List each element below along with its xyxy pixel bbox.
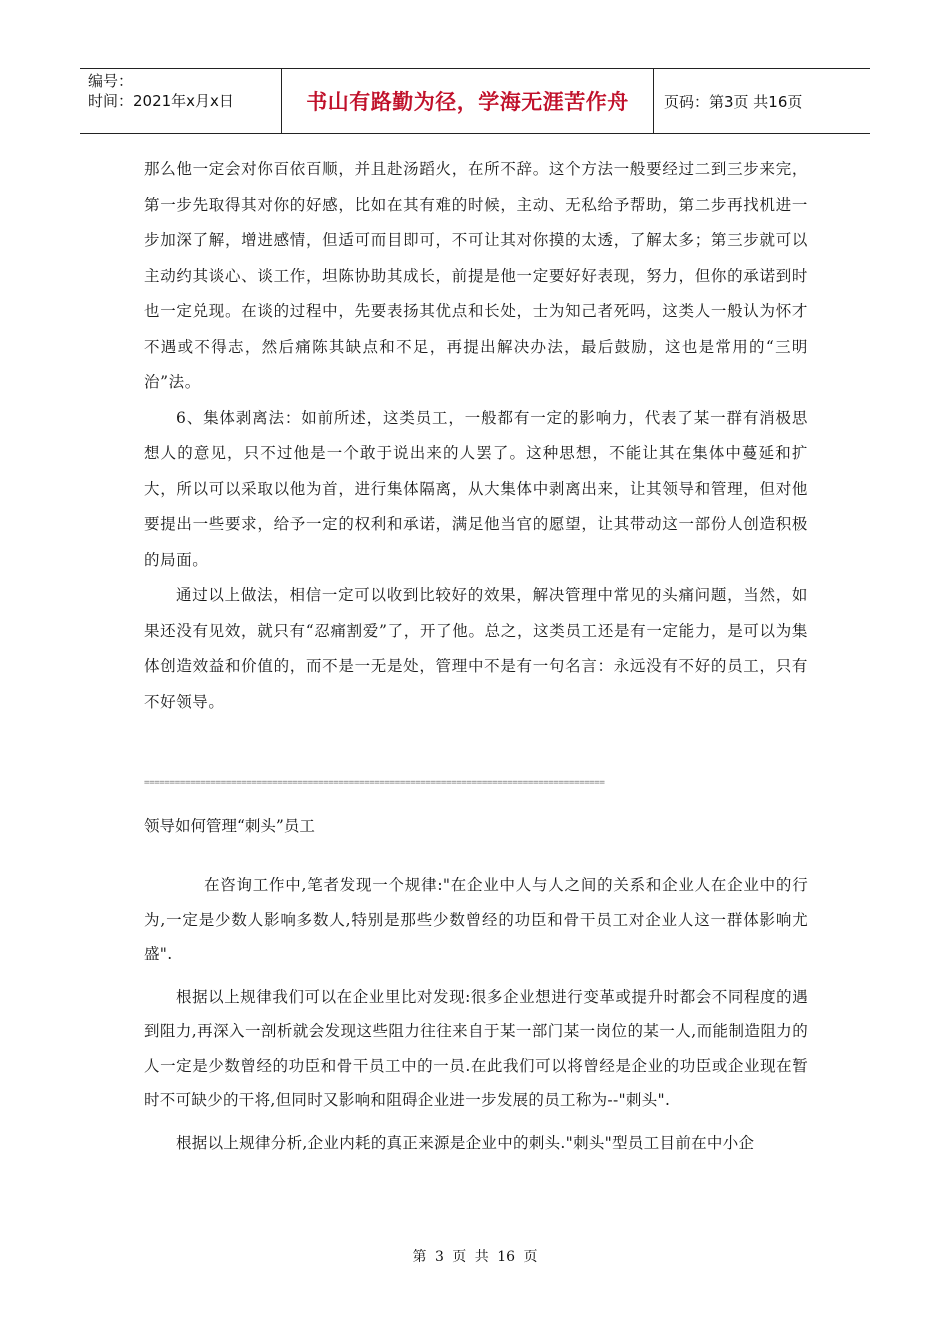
paragraph-collective-separation: 6、集体剥离法：如前所述，这类员工，一般都有一定的影响力，代表了某一群有消极思想人的意见，只不过他是一个敢于说出来的人罢了。这种思想，不能让其在集体中蔓延和扩大，所以可以采取以他为首，进行集体隔离，从大集体中剥离出来，让其领导和管理，但对他要提出一些要求，给予一定的权利和承诺，满足他当官的愿望，让其带动这一部份人创造积极的局面。 xyxy=(144,408,808,569)
page-footer: 第 3 页 共 16 页 xyxy=(412,1249,538,1265)
paragraph-source: 根据以上规律分析,企业内耗的真正来源是企业中的刺头."刺头"型员工目前在中小企 xyxy=(176,1133,755,1152)
header-page-label: 页码：第3页 共16页 xyxy=(664,92,803,111)
section-body-1 xyxy=(144,152,808,720)
paragraph-rule: 在咨询工作中,笔者发现一个规律:"在企业中人与人之间的关系和企业人在企业中的行为,一定是少数人影响多数人,特别是那些少数曾经的功臣和骨干员工对企业人这一群体影响尤盛". xyxy=(144,876,808,963)
article-subtitle: 领导如何管理“刺头”员工 xyxy=(144,817,315,835)
paragraph-conclusion: 通过以上做法，相信一定可以收到比较好的效果，解决管理中常见的头痛问题，当然，如果还没有见效，就只有“忍痛割爱”了，开了他。总之，这类员工还是有一定能力，是可以为集体创造效益和价值的，而不是一无是处，管理中不是有一句名言：永远没有不好的员工，只有不好领导。 xyxy=(144,586,808,711)
header-motto: 书山有路勤为径，学海无涯苦作舟 xyxy=(282,69,654,133)
header-meta-cell xyxy=(80,69,282,133)
section-body-2 xyxy=(144,868,808,1160)
header-table xyxy=(80,68,870,134)
paragraph-analysis: 根据以上规律我们可以在企业里比对发现:很多企业想进行变革或提升时都会不同程度的遇到阻力,再深入一剖析就会发现这些阻力往往来自于某一部门某一岗位的某一人,而能制造阻力的人一定是少数曾经的功臣和骨干员工中的一员.在此我们可以将曾经是企业的功臣或企业现在暂时不可缺少的干将,但同时又影响和阻碍企业进一步发展的员工称为--"刺头". xyxy=(144,987,808,1109)
separator-line: ========================================================================================== xyxy=(144,778,605,788)
paragraph-continuation: 那么他一定会对你百依百顺，并且赴汤蹈火，在所不辞。这个方法一般要经过二到三步来完，第一步先取得其对你的好感，比如在其有难的时候，主动、无私给予帮助，第二步再找机进一步加深了解，增进感情，但适可而目即可，不可让其对你摸的太透，了解太多；第三步就可以主动约其谈心、谈工作，坦陈协助其成长，前提是他一定要好好表现，努力，但你的承诺到时也一定兑现。在谈的过程中，先要表扬其优点和长处，士为知己者死吗，这类人一般认为怀才不遇或不得志，然后痛陈其缺点和不足，再提出解决办法，最后鼓励，这也是常用的“三明治”法。 xyxy=(144,160,808,391)
document-time-label: 时间：2021年x月x日 xyxy=(88,92,234,110)
document-number-label: 编号： xyxy=(88,72,134,90)
